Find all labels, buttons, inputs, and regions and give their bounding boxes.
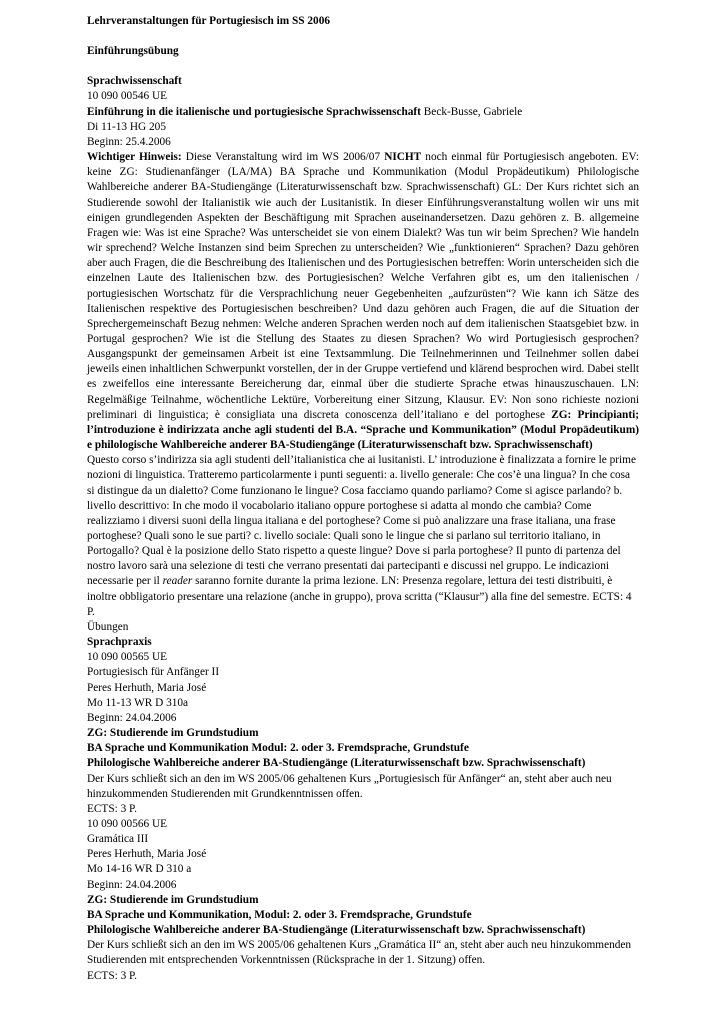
nicht-emphasis: NICHT	[384, 151, 422, 164]
course-number: 10 090 00546 UE	[87, 90, 168, 103]
course-wahlbereiche: Philologische Wahlbereiche anderer BA-Studiengänge (Literaturwissenschaft bzw. Sprachwissenschaft)	[87, 924, 586, 937]
course-number: 10 090 00566 UE	[87, 817, 168, 830]
course-entry-sprachwissenschaft	[87, 74, 639, 620]
course-title: Gramática III	[87, 833, 149, 846]
course-time: Mo 14-16 WR D 310 a	[87, 863, 192, 876]
course-title: Portugiesisch für Anfänger II	[87, 666, 220, 679]
course-entry-gramatica	[87, 817, 639, 984]
course-entry-portugiesisch-anfaenger	[87, 650, 639, 817]
course-lecturer: Peres Herhuth, Maria José	[87, 681, 207, 694]
course-category: Sprachwissenschaft	[87, 75, 182, 88]
course-target-group: ZG: Studierende im Grundstudium	[87, 727, 259, 740]
important-note-label: Wichtiger Hinweis:	[87, 151, 182, 164]
course-ects: ECTS: 3 P.	[87, 969, 137, 982]
course-description: Der Kurs schließt sich an den im WS 2005/06 gehaltenen Kurs „Portugiesisch für Anfänger“ an, steht aber auch neu hinzukommenden Studierenden mit Grundkenntnissen offen.	[87, 772, 612, 800]
course-ects: ECTS: 3 P.	[87, 802, 137, 815]
course-description: Der Kurs schließt sich an den im WS 2005/06 gehaltenen Kurs „Gramática II“ an, steht aber auch neu hinzukommenden Studierenden mit entsprechenden Vorkenntnissen (Rücksprache in der 1. Sitzung) offen.	[87, 939, 632, 967]
document-page	[87, 14, 639, 984]
course-start: Beginn: 24.04.2006	[87, 711, 177, 724]
course-wahlbereiche: Philologische Wahlbereiche anderer BA-Studiengänge (Literaturwissenschaft bzw. Sprachwissenschaft)	[87, 757, 586, 770]
course-lecturer: Peres Herhuth, Maria José	[87, 848, 207, 861]
course-module: BA Sprache und Kommunikation Modul: 2. oder 3. Fremdsprache, Grundstufe	[87, 742, 469, 755]
course-title-line	[87, 105, 639, 120]
document-title: Lehrveranstaltungen für Portugiesisch im SS 2006	[87, 15, 330, 27]
course-description-italian: Questo corso s’indirizza sia agli studenti dell’italianistica che ai lusitanisti. L’ introduzione è finalizzata a fornire le prime nozioni di linguistica. Tratteremo particolarmente i punti seguenti: a. livello generale: Che cos’è una lingua? In che cosa si distingue da un dialetto? Come funzionano le lingue? Cosa facciamo quando parliamo? Come si agisce parlando? b. livello descrittivo: In che modo il vocabolario italiano oppure portoghese si adatta al mondo che cambia? Come realizziamo i diversi suoni della lingua italiana e del portoghese? Come si può analizzare una frase italiana, una frase portoghese? Quali sono le sue parti? c. livello sociale: Quali sono le lingue che si parlano sul territorio italiano, in Portogallo? Qual è la posizione dello Stato rispetto a queste lingue? Dove si parla portoghese? Il punto di partenza del nostro lavoro sarà una selezione di testi che verrano presentati dai partecipanti e discussi nel gruppo. Le indicazioni necessarie per il reader saranno fornite durante la prima lezione. LN: Presenza regolare, lettura dei testi distribuiti, è inoltre obbligatorio presentare una relazione (anche in gruppo), prova scritta (“Klausur”) alla fine del semestre. ECTS: 4 P.	[87, 454, 636, 618]
course-module: BA Sprache und Kommunikation, Modul: 2. oder 3. Fremdsprache, Grundstufe	[87, 908, 472, 921]
reader-emphasis: reader	[162, 575, 193, 588]
course-time: Mo 11-13 WR D 310a	[87, 696, 189, 709]
course-start: Beginn: 25.4.2006	[87, 135, 171, 148]
course-time: Di 11-13 HG 205	[87, 120, 166, 133]
course-description-german: Wichtiger Hinweis: Diese Veranstaltung wird im WS 2006/07 NICHT noch einmal für Portugiesisch angeboten. EV: keine ZG: Studienanfänger (LA/MA) BA Sprache und Kommunikation (Modul Propädeutikum) Philologische Wahlbereiche anderer BA-Studiengänge (Literaturwissenschaft bzw. Sprachwissenschaft) GL: Der Kurs richtet sich an Studierende sowohl der Italianistik wie auch der Lusitanistik. In dieser Einführungsveranstaltung wollen wir uns mit einigen grundlegenden Aspekten der Beschäftigung mit Sprachen auseinandersetzen. Dazu gehören z. B. allgemeine Fragen wie: Was ist eine Sprache? Was unterscheidet sie von einem Dialekt? Was tun wir beim Sprechen? Wie handeln wir sprechend? Welche Instanzen sind beim Sprechen zu unterscheiden? Wie „funktionieren“ Sprachen? Dazu gehören aber auch Fragen, die die Beschreibung des Italienischen und des Portugiesischen betreffen: Worin unterscheiden sich die einzelnen Laute des Italienischen bzw. des Portugiesischen? Welche Verfahren gibt es, um den italienischen / portugiesischen Wortschatz für die Versprachlichung neuer Gegebenheiten „aufzurüsten“? Wie kann ich Sätze des Italienischen respektive des Portugiesischen beschreiben? Und dazu gehören auch Fragen, die auf die Situation der Sprechergemeinschaft Bezug nehmen: Welche anderen Sprachen werden noch auf dem italienischen Staatsgebiet bzw. in Portugal gesprochen? Wie ist die Stellung des Staates zu diesen Sprachen? Wo wird Portugiesisch gesprochen? Ausgangspunkt der gemeinsamen Arbeit ist eine Textsammlung. Die Teilnehmerinnen und Teilnehmer sollen dabei jeweils einen inhaltlichen Schwerpunkt vorstellen, der in der Gruppe vertiefend und klärend besprochen wird. Dabei stellt es zweifellos eine interessante Bereicherung dar, einmal über die studierte Sprache etwas hinauszuschauen. LN: Regelmäßige Teilnahme, wöchentliche Lektüre, Vorbereitung einer Sitzung, Klausur. EV: Non sono richieste nozioni preliminari di linguistica; è consigliata una discreta conoscenza dell’italiano e del portoghese ZG: Principianti; l’introduzione è indirizzata anche agli studenti del B.A. “Sprache und Kommunikation” (Modul Propädeutikum) e philologische Wahlbereiche anderer BA-Studiengänge (Literaturwissenschaft bzw. Sprachwissenschaft)	[87, 151, 640, 452]
course-title: Einführung in die italienische und portugiesische Sprachwissenschaft	[87, 105, 421, 118]
target-group-italian: ZG: Principianti; l’introduzione è indirizzata anche agli studenti del B.A. “Sprache und Kommunikation” (Modul Propädeutikum) e philologische Wahlbereiche anderer BA-Studiengänge (Literaturwissenschaft bzw. Sprachwissenschaft)	[87, 408, 639, 452]
course-lecturer: Beck-Busse, Gabriele	[420, 105, 523, 118]
course-number: 10 090 00565 UE	[87, 651, 168, 664]
section-heading-sprachpraxis: Sprachpraxis	[87, 636, 152, 649]
section-heading-einfuehrung: Einführungsübung	[87, 45, 179, 58]
course-target-group: ZG: Studierende im Grundstudium	[87, 893, 259, 906]
section-heading-uebungen: Übungen	[87, 620, 129, 633]
course-start: Beginn: 24.04.2006	[87, 878, 177, 891]
